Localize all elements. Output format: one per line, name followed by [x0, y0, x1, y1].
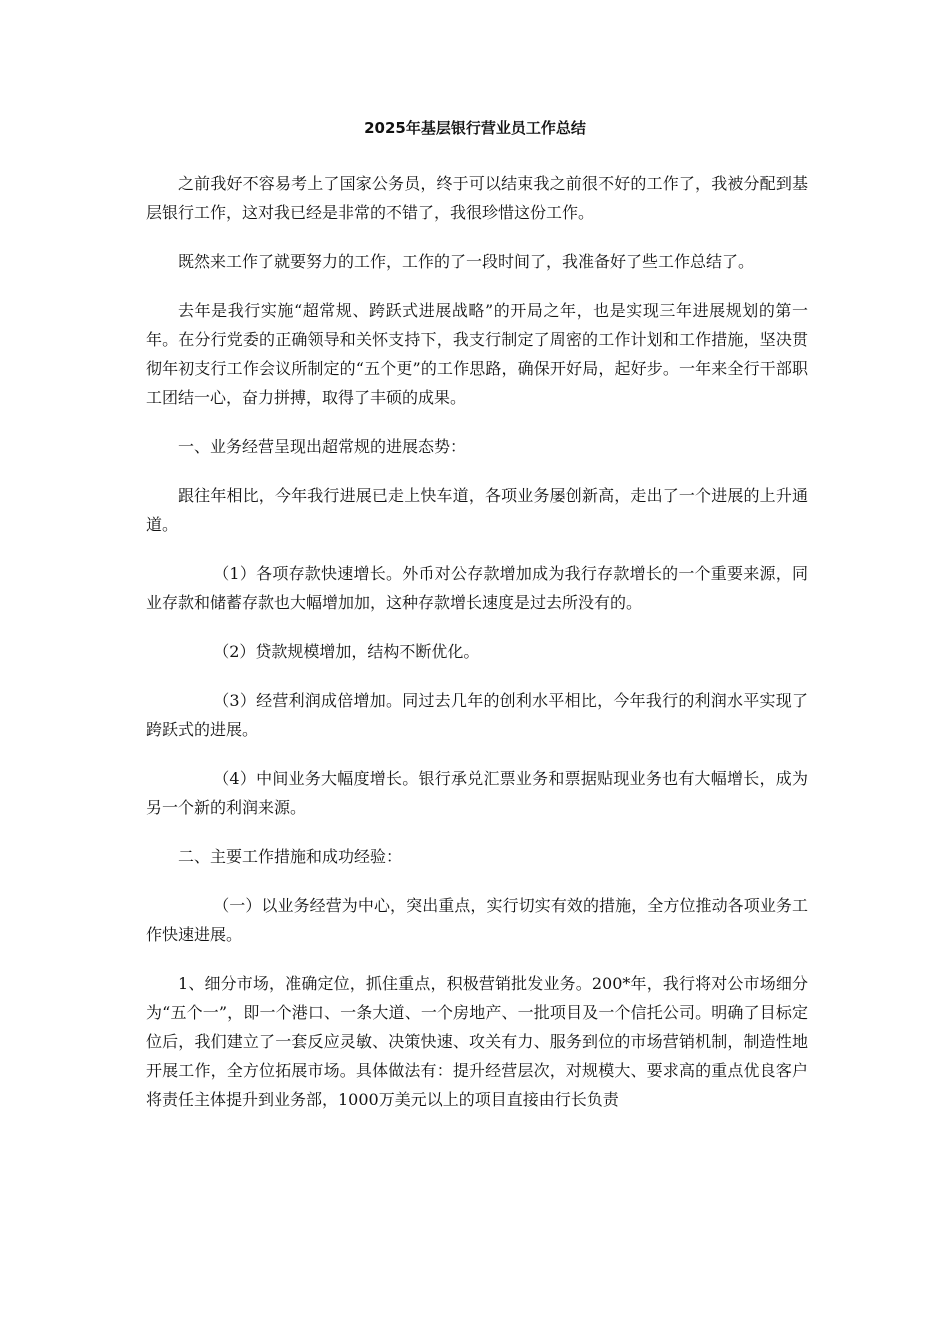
sub-heading-1: （一）以业务经营为中心，突出重点，实行切实有效的措施，全方位推动各项业务工作快速进展。: [146, 896, 808, 944]
document-title: 2025年基层银行营业员工作总结: [364, 119, 586, 137]
paragraph-comparison: 跟往年相比，今年我行进展已走上快车道，各项业务屡创新高，走出了一个进展的上升通道。: [146, 486, 808, 534]
list-item-intermediate: （4）中间业务大幅度增长。银行承兑汇票业务和票据贴现业务也有大幅增长，成为另一个新的利润来源。: [146, 769, 808, 817]
document-body: [146, 169, 808, 1134]
list-item-profit: （3）经营利润成倍增加。同过去几年的创利水平相比，今年我行的利润水平实现了跨跃式的进展。: [146, 691, 808, 739]
paragraph-intro: 之前我好不容易考上了国家公务员，终于可以结束我之前很不好的工作了，我被分配到基层银行工作，这对我已经是非常的不错了，我很珍惜这份工作。: [146, 174, 808, 222]
paragraph-market: 1、细分市场，准确定位，抓住重点，积极营销批发业务。200*年，我行将对公市场细分为“五个一”，即一个港口、一条大道、一个房地产、一批项目及一个信托公司。明确了目标定位后，我们建立了一套反应灵敏、决策快速、攻关有力、服务到位的市场营销机制，制造性地开展工作，全方位拓展市场。具体做法有：提升经营层次，对规模大、要求高的重点优良客户将责任主体提升到业务部，1000万美元以上的项目直接由行长负责: [146, 974, 808, 1109]
section-heading-2: 二、主要工作措施和成功经验：: [178, 847, 403, 866]
section-heading-1: 一、业务经营呈现出超常规的进展态势：: [178, 437, 467, 456]
paragraph-last-year: 去年是我行实施“超常规、跨跃式进展战略”的开局之年，也是实现三年进展规划的第一年。在分行党委的正确领导和关怀支持下，我支行制定了周密的工作计划和工作措施，坚决贯彻年初支行工作会议所制定的“五个更”的工作思路，确保开好局，起好步。一年来全行干部职工团结一心，奋力拼搏，取得了丰硕的成果。: [146, 301, 808, 407]
paragraph-effort: 既然来工作了就要努力的工作，工作的了一段时间了，我准备好了些工作总结了。: [178, 252, 755, 271]
list-item-deposits: （1）各项存款快速增长。外币对公存款增加成为我行存款增长的一个重要来源，同业存款和储蓄存款也大幅增加加，这种存款增长速度是过去所没有的。: [146, 564, 808, 612]
list-item-loans: （2）贷款规模增加，结构不断优化。: [213, 642, 480, 661]
